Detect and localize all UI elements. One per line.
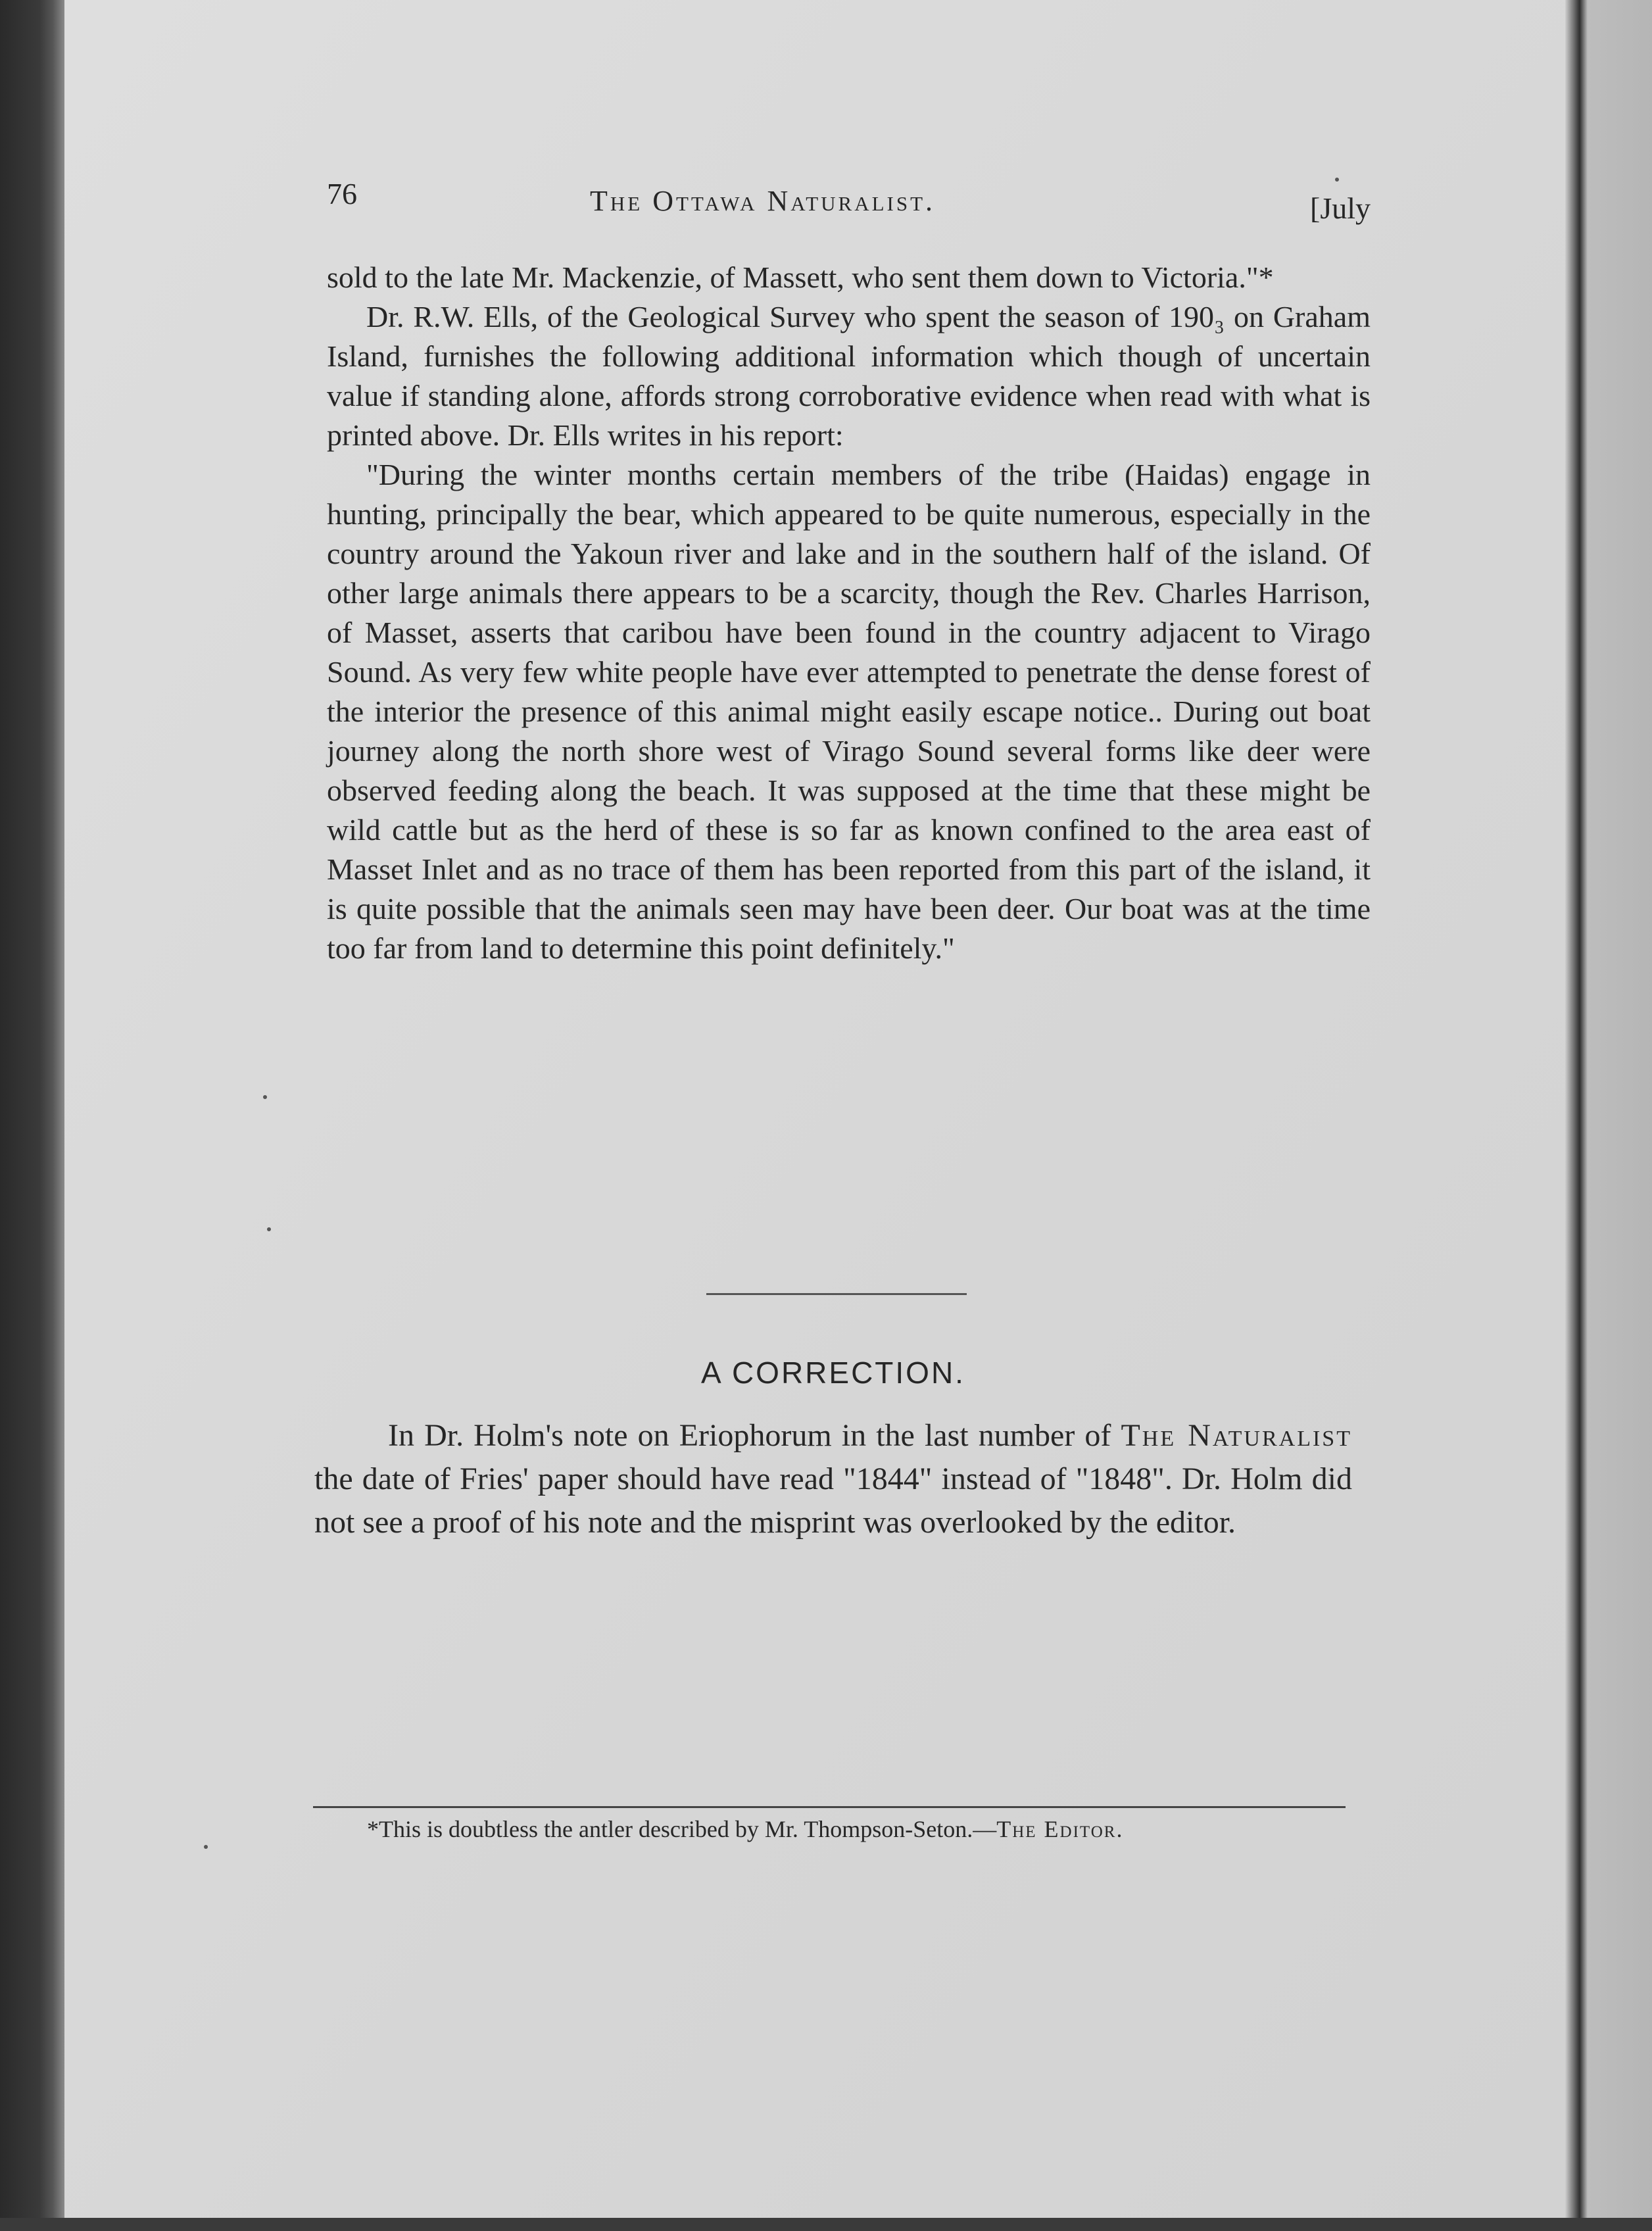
scan-speck xyxy=(267,1227,271,1231)
scan-speck xyxy=(204,1845,208,1849)
footnote-text: *This is doubtless the antler described by Mr. Thompson-Seton.— xyxy=(367,1816,997,1842)
issue-month: [July xyxy=(1310,191,1371,225)
correction-body xyxy=(314,1414,1352,1544)
paragraph-continuation: sold to the late Mr. Mackenzie, of Massett, who sent them down to Victoria."* xyxy=(327,260,1274,294)
correction-text-after: the date of Fries' paper should have read "1844" instead of "1848". Dr. Holm did not see a proof of his note and the misprint was overlooked by the editor. xyxy=(314,1461,1352,1540)
paragraph-quotation: "During the winter months certain members of the tribe (Haidas) engage in hunting, principally the bear, which appeared to be quite numerous, especially in the country around the Yakoun river and lake and in the southern half of the island. Of other large animals there appears to be a scarcity, though the Rev. Charles Harrison, of Masset, asserts that caribou have been found in the country adjacent to Virago Sound. As very few white people have ever attempted to penetrate the dense forest of the interior the presence of this animal might easily escape notice.. During out boat journey along the north shore west of Virago Sound several forms like deer were observed feeding along the beach. It was supposed at the time that these might be wild cattle but as the herd of these is so far as known confined to the area east of Masset Inlet and as no trace of them has been reported from this part of the island, it is quite possible that the animals seen may have been deer. Our boat was at the time too far from land to determine this point definitely." xyxy=(327,458,1371,965)
scan-bottom-border xyxy=(0,2218,1652,2231)
running-title: The Ottawa Naturalist. xyxy=(590,185,936,217)
page-number: 76 xyxy=(327,177,357,210)
section-divider xyxy=(706,1293,967,1295)
footnote xyxy=(313,1815,1346,1843)
scan-speck xyxy=(263,1095,267,1099)
footnote-rule xyxy=(313,1806,1346,1808)
article-body xyxy=(327,258,1371,968)
correction-text-before: In Dr. Holm's note on Eriophorum in the last number of xyxy=(388,1418,1111,1453)
journal-name: The Naturalist xyxy=(1121,1418,1352,1453)
scan-left-border xyxy=(0,0,64,2231)
correction-heading: A CORRECTION. xyxy=(701,1356,965,1390)
footnote-signature: The Editor. xyxy=(996,1816,1124,1842)
paragraph-ells: Dr. R.W. Ells, of the Geological Survey who spent the season of 190₃ on Graham Island, furnishes the following additional information which though of uncertain value if standing alone, affords strong corroborative evidence when read with what is printed above. Dr. Ells writes in his report: xyxy=(327,300,1371,452)
scan-right-border xyxy=(1565,0,1652,2231)
scan-speck xyxy=(1335,178,1339,182)
page-header xyxy=(327,176,1371,229)
